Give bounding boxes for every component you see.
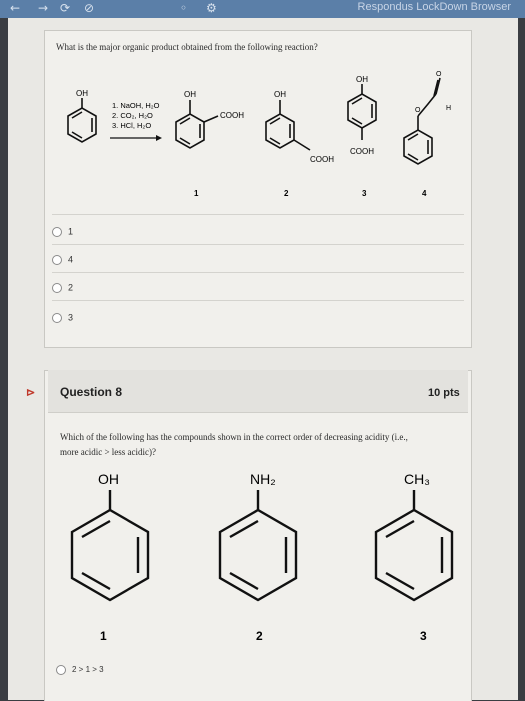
question-7-reaction-scheme bbox=[48, 64, 464, 200]
product-2-cooh-label: COOH bbox=[310, 155, 334, 164]
options-divider bbox=[52, 272, 464, 273]
product-3-cooh-label: COOH bbox=[350, 147, 374, 156]
option-label: 3 bbox=[68, 312, 74, 323]
product-4-o-label: O bbox=[415, 107, 421, 114]
stop-icon[interactable]: ⊘ bbox=[84, 1, 95, 15]
forward-icon[interactable]: → bbox=[38, 1, 49, 15]
product-4-number: 4 bbox=[422, 189, 427, 198]
radio-button[interactable] bbox=[52, 283, 62, 293]
option-label: 2 > 1 > 3 bbox=[72, 665, 104, 675]
home-icon[interactable]: ◦ bbox=[180, 1, 188, 15]
compound-3-structure bbox=[376, 490, 452, 600]
reaction-arrow bbox=[110, 135, 162, 141]
gear-icon[interactable]: ⚙ bbox=[206, 1, 217, 15]
browser-toolbar bbox=[0, 0, 525, 18]
reagent-step-1: 1. NaOH, H₂O bbox=[112, 101, 160, 110]
compound-3-number: 3 bbox=[420, 629, 427, 643]
reagent-step-3: 3. HCl, H₂O bbox=[112, 121, 152, 130]
question-8-structures bbox=[48, 460, 464, 650]
answer-option[interactable] bbox=[52, 254, 73, 265]
question-8-points: 10 pts bbox=[428, 387, 460, 399]
answer-option[interactable] bbox=[52, 312, 73, 323]
product-3-oh-label: OH bbox=[356, 75, 368, 84]
answer-option[interactable] bbox=[52, 226, 73, 237]
product-1-structure bbox=[176, 100, 218, 148]
options-divider bbox=[52, 300, 464, 301]
product-4-carbonyl-o-label: O bbox=[436, 71, 442, 78]
refresh-icon[interactable]: ⟳ bbox=[60, 1, 71, 15]
option-label: 1 bbox=[68, 226, 74, 237]
back-icon[interactable]: ← bbox=[10, 1, 21, 15]
answer-option[interactable] bbox=[52, 282, 73, 293]
reactant-oh-label: OH bbox=[76, 89, 88, 98]
compound-2-structure bbox=[220, 490, 296, 600]
product-2-oh-label: OH bbox=[274, 90, 286, 99]
compound-1-group: OH bbox=[98, 471, 119, 487]
answer-option[interactable] bbox=[56, 664, 104, 675]
radio-button[interactable] bbox=[56, 665, 66, 675]
radio-button[interactable] bbox=[52, 255, 62, 265]
product-3-number: 3 bbox=[362, 189, 367, 198]
product-1-cooh-label: COOH bbox=[220, 111, 244, 120]
product-4-h-label: H bbox=[446, 105, 452, 112]
flag-icon[interactable]: ⊳ bbox=[26, 387, 36, 399]
radio-button[interactable] bbox=[52, 227, 62, 237]
product-2-structure bbox=[266, 100, 310, 150]
compound-3-group: CH₃ bbox=[404, 471, 430, 487]
compound-2-number: 2 bbox=[256, 629, 263, 643]
option-label: 4 bbox=[68, 254, 74, 265]
compound-1-structure bbox=[72, 490, 148, 600]
product-2-number: 2 bbox=[284, 189, 289, 198]
options-divider bbox=[52, 214, 464, 215]
options-divider bbox=[52, 244, 464, 245]
product-1-oh-label: OH bbox=[184, 90, 196, 99]
browser-brand: Respondus LockDown Browser bbox=[357, 1, 511, 13]
question-8-prompt-line-2: more acidic > less acidic)? bbox=[60, 447, 157, 457]
option-label: 2 bbox=[68, 282, 74, 293]
radio-button[interactable] bbox=[52, 313, 62, 323]
question-8-prompt-line-1: Which of the following has the compounds shown in the correct order of decreasing acidity (i.e., bbox=[60, 432, 408, 442]
product-4-structure bbox=[404, 78, 440, 164]
compound-2-group: NH₂ bbox=[250, 471, 276, 487]
product-3-structure bbox=[348, 84, 376, 140]
compound-1-number: 1 bbox=[100, 629, 107, 643]
reagent-step-2: 2. CO₂, H₂O bbox=[112, 111, 153, 120]
question-7-prompt: What is the major organic product obtained from the following reaction? bbox=[56, 42, 318, 52]
question-8-title: Question 8 bbox=[60, 385, 123, 399]
product-1-number: 1 bbox=[194, 189, 199, 198]
reactant-structure bbox=[68, 98, 96, 142]
